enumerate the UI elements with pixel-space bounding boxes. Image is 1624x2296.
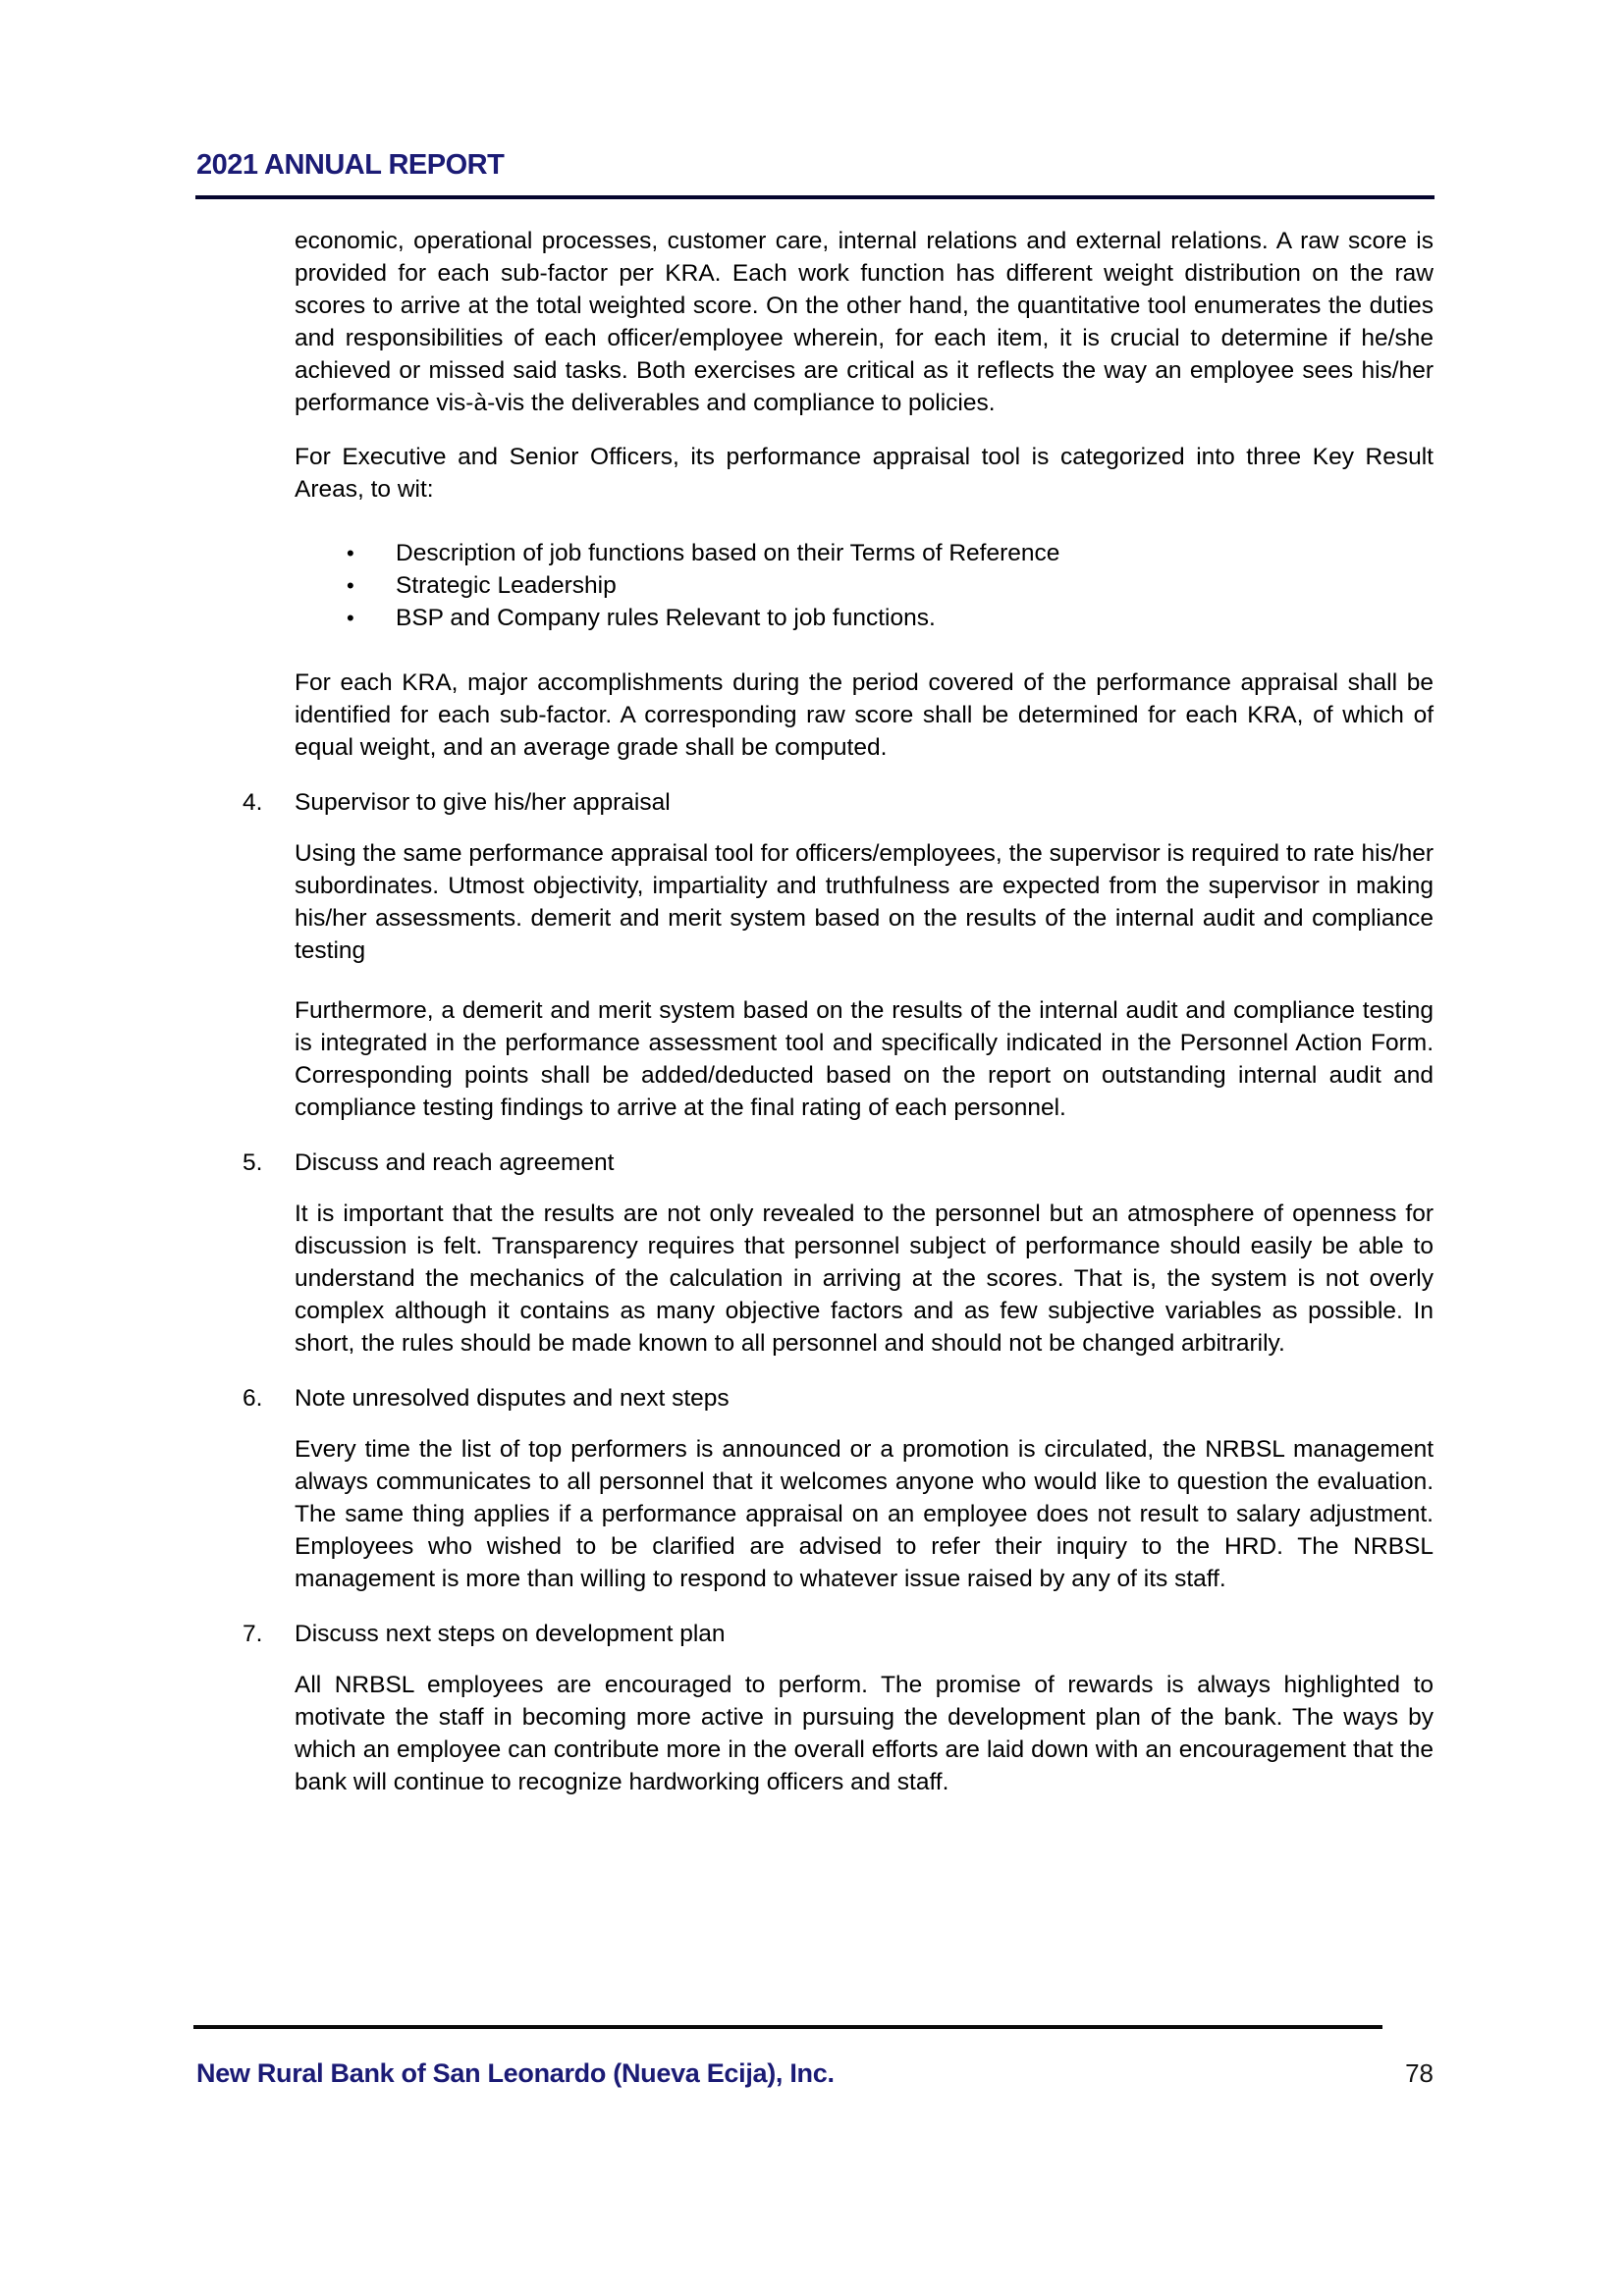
bullet-text: BSP and Company rules Relevant to job functions. bbox=[396, 605, 936, 631]
header-divider bbox=[195, 195, 1435, 199]
item-paragraph: Using the same performance appraisal tool for officers/employees, the supervisor is required to rate his/her subordinates. Utmost objectivity, impartiality and truthfulness are expected from the supervisor in making his/her assessments. demerit and merit system based on the results of the internal audit and compliance testing bbox=[295, 840, 1434, 964]
intro-paragraph-1: economic, operational processes, customer care, internal relations and external relations. A raw score is provided for each sub-factor per KRA. Each work function has different weight distribution on the raw scores to arrive at the total weighted score. On the other hand, the quantitative tool enumerates the duties and responsibilities of each officer/employee wherein, for each item, it is crucial to determine if he/she achieved or missed said tasks. Both exercises are critical as it reflects the way an employee sees his/her performance vis-à-vis the deliverables and compliance to policies. bbox=[295, 228, 1434, 416]
bullet-text: Description of job functions based on their Terms of Reference bbox=[396, 540, 1060, 566]
footer-bank-name: New Rural Bank of San Leonardo (Nueva Ecija), Inc. bbox=[196, 2058, 835, 2088]
bullet-text: Strategic Leadership bbox=[396, 572, 617, 599]
item-title: Note unresolved disputes and next steps bbox=[295, 1385, 730, 1412]
item-title: Discuss and reach agreement bbox=[295, 1149, 615, 1176]
intro-paragraph-2: For Executive and Senior Officers, its performance appraisal tool is categorized into three Key Result Areas, to wit: bbox=[295, 444, 1434, 503]
bullet-icon: • bbox=[347, 541, 354, 565]
list-item bbox=[295, 537, 1434, 569]
numbered-item-4 bbox=[243, 786, 1434, 1124]
item-paragraph: Furthermore, a demerit and merit system based on the results of the internal audit and compliance testing is integrated in the performance assessment tool and specifically indicated in the Personnel Action Form. Corresponding points shall be added/deducted based on the report on outstanding internal audit and compliance testing findings to arrive at the final rating of each personnel. bbox=[295, 997, 1434, 1121]
numbered-item-7 bbox=[243, 1618, 1434, 1798]
bullet-icon: • bbox=[347, 573, 354, 598]
item-title: Supervisor to give his/her appraisal bbox=[295, 789, 671, 816]
item-paragraph: It is important that the results are not only revealed to the personnel but an atmosphere of openness for discussion is felt. Transparency requires that personnel subject of performance should easily be able to understand the mechanics of the calculation in arriving at the scores. That is, the system is not overly complex although it contains as many objective factors and as few subjective variables as possible. In short, the rules should be made known to all personnel and should not be changed arbitrarily. bbox=[295, 1201, 1434, 1357]
bullet-icon: • bbox=[347, 606, 354, 630]
item-number: 7. bbox=[243, 1621, 263, 1647]
list-item bbox=[295, 602, 1434, 634]
item-number: 5. bbox=[243, 1149, 263, 1176]
item-paragraph: Every time the list of top performers is announced or a promotion is circulated, the NRBSL management always communicates to all personnel that it welcomes anyone who would like to question the evaluation. The same thing applies if a performance appraisal on an employee does not result to salary adjustment. Employees who wished to be clarified are advised to refer their inquiry to the HRD. The NRBSL management is more than willing to respond to whatever issue raised by any of its staff. bbox=[295, 1436, 1434, 1592]
footer-divider bbox=[193, 2025, 1382, 2029]
page-title: 2021 ANNUAL REPORT bbox=[196, 149, 505, 181]
item-number: 6. bbox=[243, 1385, 263, 1412]
list-item bbox=[295, 569, 1434, 602]
document-body bbox=[243, 225, 1434, 1798]
item-heading bbox=[243, 1382, 1434, 1415]
item-paragraph: All NRBSL employees are encouraged to perform. The promise of rewards is always highlighted to motivate the staff in becoming more active in pursuing the development plan of the bank. The ways by which an employee can contribute more in the overall efforts are laid down with an encouragement that the bank will continue to recognize hardworking officers and staff. bbox=[295, 1672, 1434, 1795]
kra-paragraph: For each KRA, major accomplishments during the period covered of the performance appraisal shall be identified for each sub-factor. A corresponding raw score shall be determined for each KRA, of which of equal weight, and an average grade shall be computed. bbox=[295, 669, 1434, 761]
bullet-list bbox=[295, 537, 1434, 634]
footer bbox=[196, 2058, 1434, 2089]
page-number: 78 bbox=[1405, 2058, 1434, 2088]
item-number: 4. bbox=[243, 789, 263, 816]
item-heading bbox=[243, 786, 1434, 819]
item-heading bbox=[243, 1618, 1434, 1650]
numbered-item-6 bbox=[243, 1382, 1434, 1595]
numbered-item-5 bbox=[243, 1147, 1434, 1360]
item-heading bbox=[243, 1147, 1434, 1179]
item-title: Discuss next steps on development plan bbox=[295, 1621, 726, 1647]
